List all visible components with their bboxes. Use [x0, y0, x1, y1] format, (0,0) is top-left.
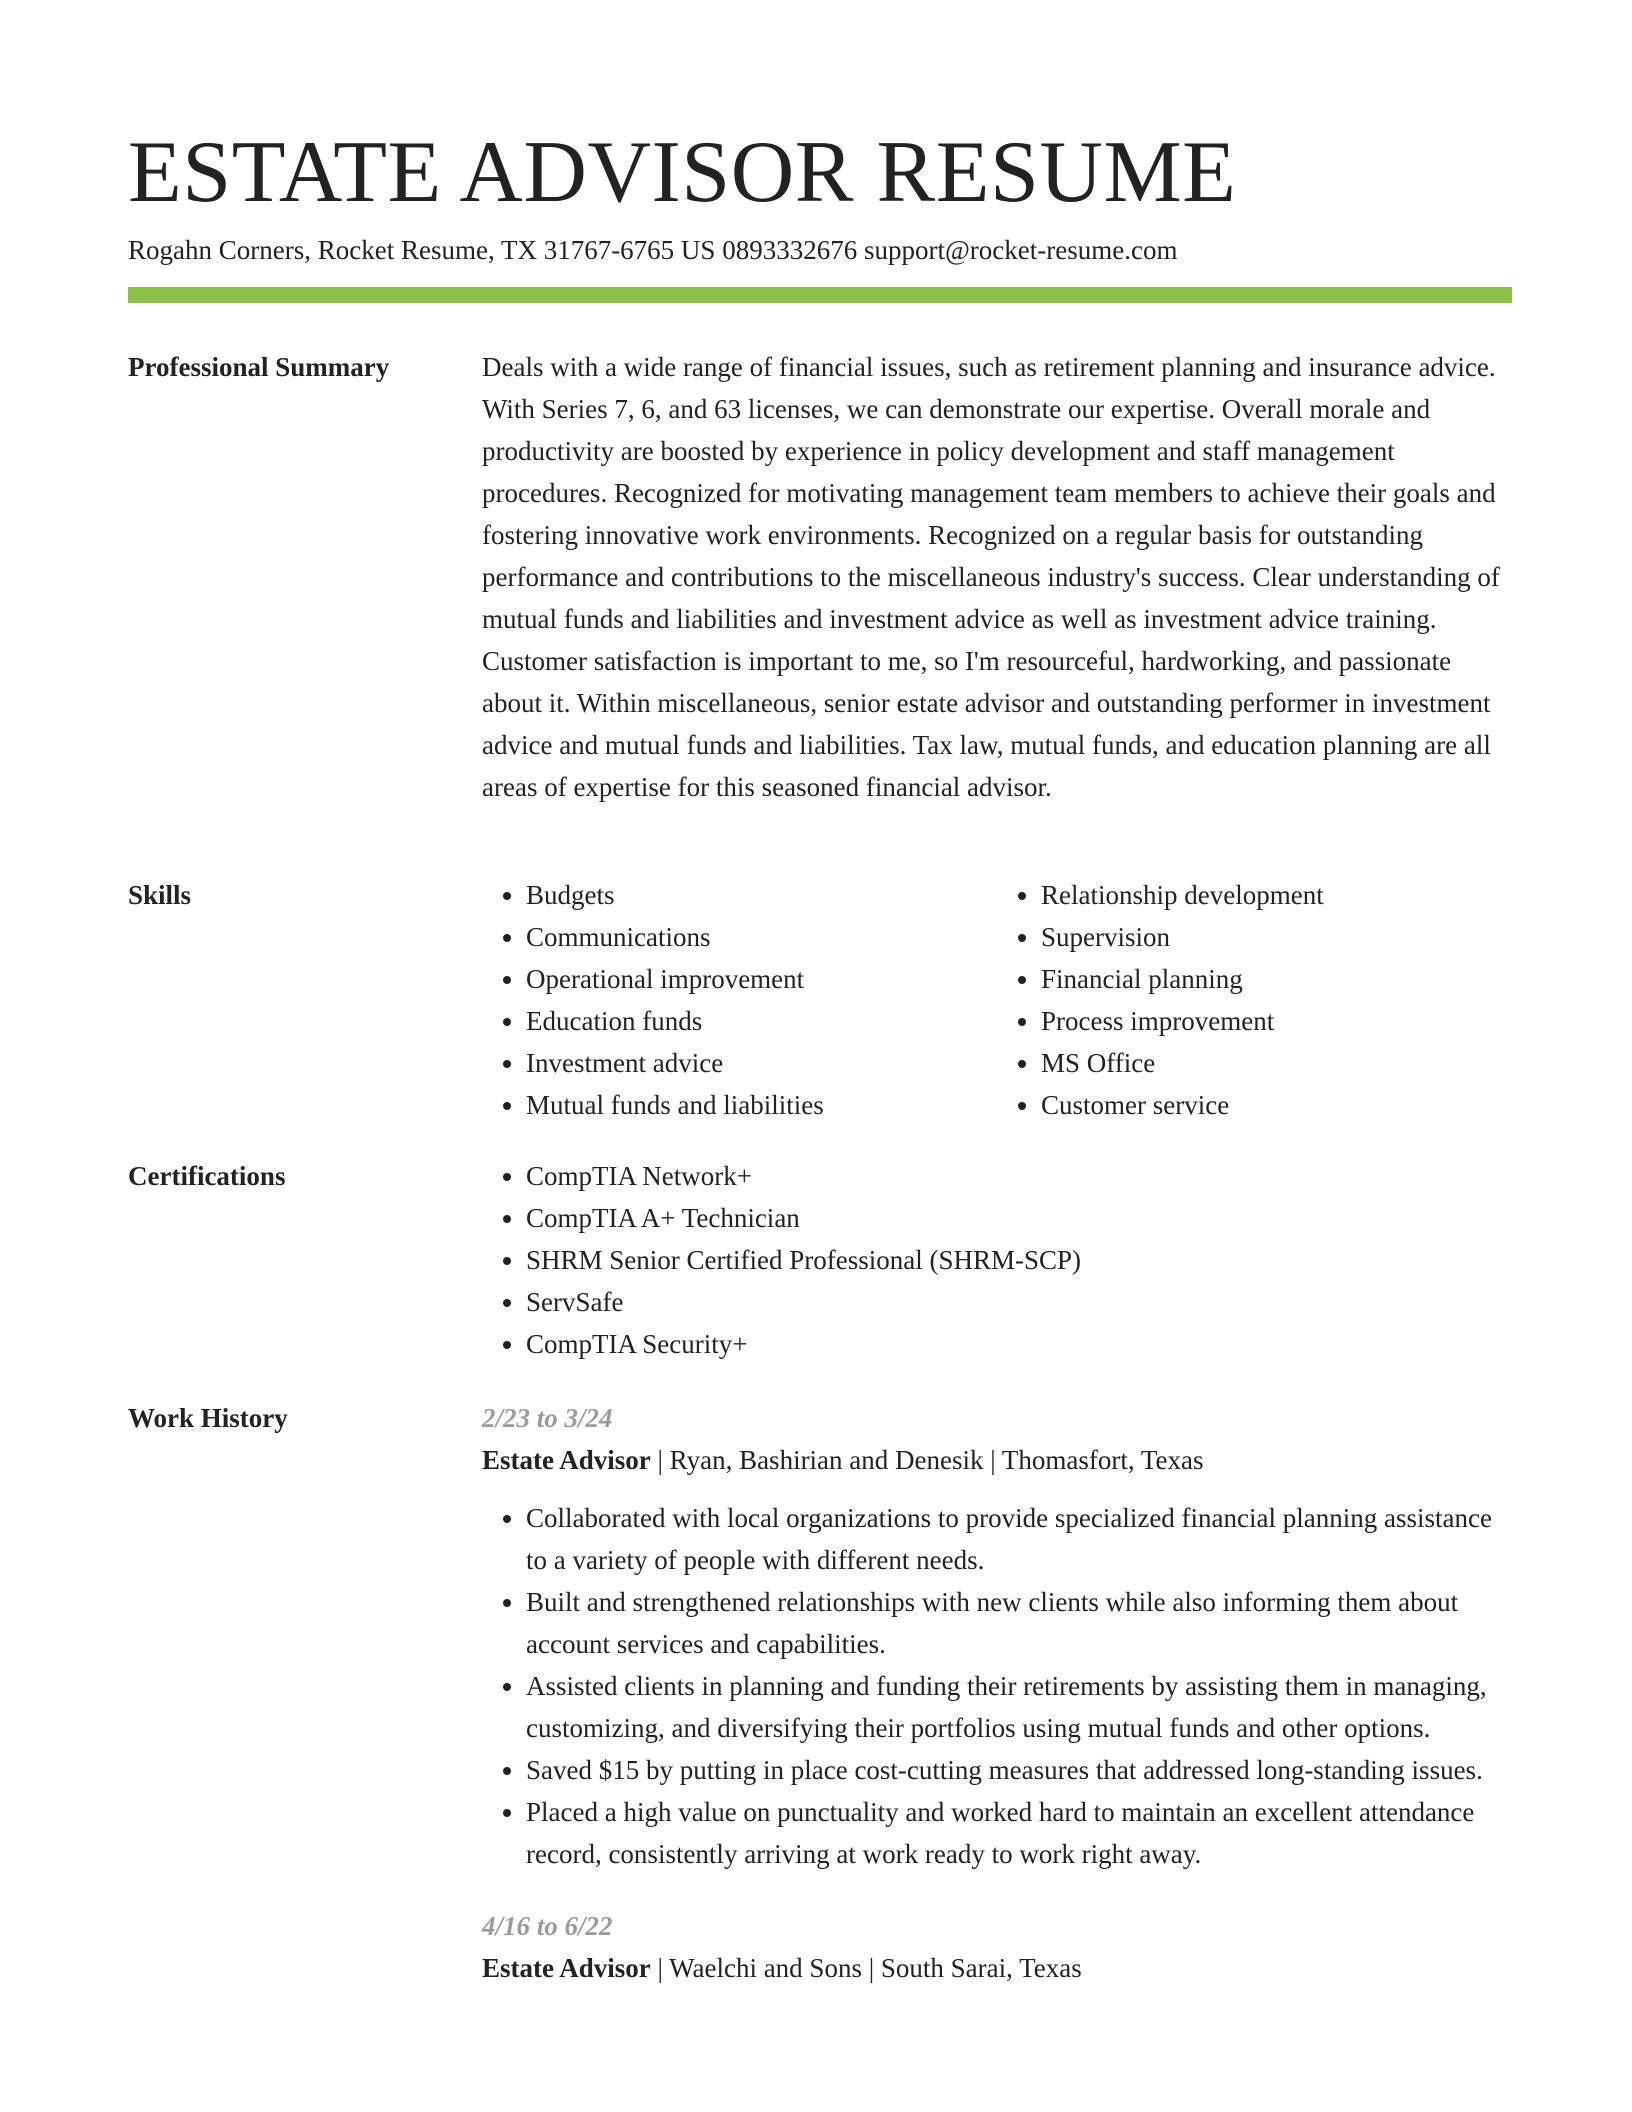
skill-item: • Investment advice — [526, 1042, 997, 1084]
skills-list-right — [997, 874, 1512, 1126]
section-label-summary: Professional Summary — [128, 352, 390, 382]
job-heading — [482, 1439, 1512, 1481]
certifications-body — [482, 1155, 1512, 1365]
skills-columns — [482, 874, 1512, 1126]
skill-item: • Financial planning — [1041, 958, 1512, 1000]
certification-item: • CompTIA A+ Technician — [526, 1197, 1512, 1239]
section-label-work-history: Work History — [128, 1403, 288, 1433]
skill-item: • Mutual funds and liabilities — [526, 1084, 997, 1126]
job-dates: 4/16 to 6/22 — [482, 1911, 613, 1941]
section-label-certifications: Certifications — [128, 1161, 286, 1191]
skill-item: • Process improvement — [1041, 1000, 1512, 1042]
skills-body — [482, 874, 1512, 1126]
skill-item: • Communications — [526, 916, 997, 958]
certification-item: • CompTIA Network+ — [526, 1155, 1512, 1197]
job-dates: 2/23 to 3/24 — [482, 1403, 613, 1433]
resume-page — [128, 0, 1512, 2112]
accent-divider — [128, 287, 1512, 303]
certification-item: • CompTIA Security+ — [526, 1323, 1512, 1365]
job-bullet: • Assisted clients in planning and funding their retirements by assisting them in managing, customizing, and diversifying their portfolios using mutual funds and other options. — [526, 1665, 1512, 1749]
skill-item: • Budgets — [526, 874, 997, 916]
section-label-skills: Skills — [128, 880, 192, 910]
skill-item: • Relationship development — [1041, 874, 1512, 916]
job-heading — [482, 1947, 1512, 1989]
certification-item: • SHRM Senior Certified Professional (SHRM-SCP) — [526, 1239, 1512, 1281]
skill-item: • Customer service — [1041, 1084, 1512, 1126]
summary-text: Deals with a wide range of financial issues, such as retirement planning and insurance advice. With Series 7, 6, and 63 licenses, we can demonstrate our expertise. Overall morale and productivity are boosted by experience in policy development and staff management procedures. Recognized for motivating management team members to achieve their goals and fostering innovative work environments. Recognized on a regular basis for outstanding performance and contributions to the miscellaneous industry's success. Clear understanding of mutual funds and liabilities and investment advice as well as investment advice training. Customer satisfaction is important to me, so I'm resourceful, hardworking, and passionate about it. Within miscellaneous, senior estate advisor and outstanding performer in investment advice and mutual funds and liabilities. Tax law, mutual funds, and education planning are all areas of expertise for this seasoned financial advisor. — [482, 352, 1500, 802]
job-entry — [482, 1905, 1512, 1989]
job-bullets — [482, 1497, 1512, 1875]
job-details: | Ryan, Bashirian and Denesik | Thomasfort, Texas — [650, 1445, 1204, 1475]
skill-item: • Education funds — [526, 1000, 997, 1042]
job-details: | Waelchi and Sons | South Sarai, Texas — [650, 1953, 1082, 1983]
job-bullet: • Built and strengthened relationships with new clients while also informing them about account services and capabilities. — [526, 1581, 1512, 1665]
contact-line: Rogahn Corners, Rocket Resume, TX 31767-6765 US 0893332676 support@rocket-resume.com — [128, 235, 1178, 265]
job-bullet: • Saved $15 by putting in place cost-cutting measures that addressed long-standing issues. — [526, 1749, 1512, 1791]
summary-body — [482, 346, 1512, 808]
skill-item: • Operational improvement — [526, 958, 997, 1000]
job-title: Estate Advisor — [482, 1445, 651, 1475]
skill-item: • Supervision — [1041, 916, 1512, 958]
certification-item: • ServSafe — [526, 1281, 1512, 1323]
job-entry — [482, 1397, 1512, 1875]
job-title: Estate Advisor — [482, 1953, 651, 1983]
work-history-body — [482, 1397, 1512, 2005]
job-bullet: • Placed a high value on punctuality and worked hard to maintain an excellent attendance record, consistently arriving at work ready to work right away. — [526, 1791, 1512, 1875]
certifications-list — [482, 1155, 1512, 1365]
skills-list-left — [482, 874, 997, 1126]
skill-item: • MS Office — [1041, 1042, 1512, 1084]
resume-title: ESTATE ADVISOR RESUME — [128, 124, 1237, 221]
job-bullet: • Collaborated with local organizations to provide specialized financial planning assistance to a variety of people with different needs. — [526, 1497, 1512, 1581]
